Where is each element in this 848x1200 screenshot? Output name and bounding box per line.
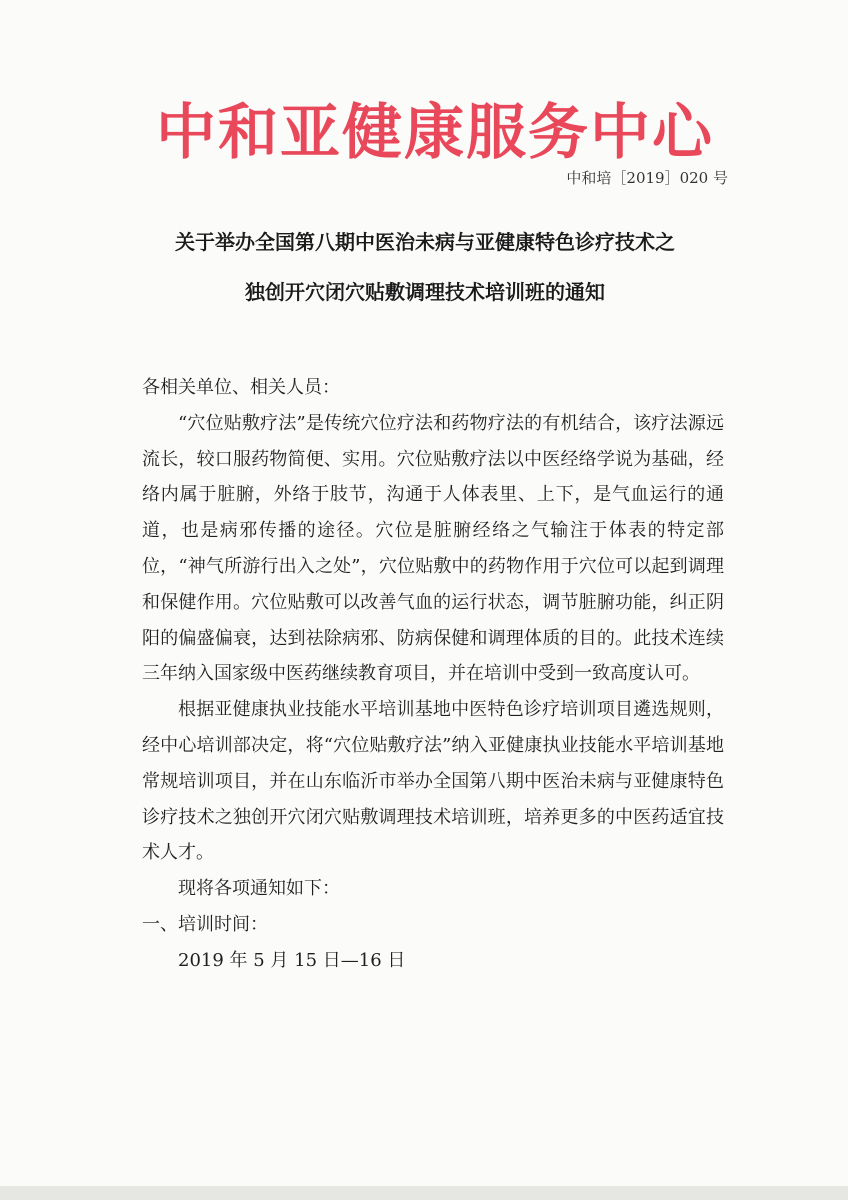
title-line-2: 独创开穴闭穴贴敷调理技术培训班的通知 bbox=[245, 280, 605, 304]
section-heading-training-time: 一、培训时间： bbox=[142, 913, 268, 935]
paragraph-1: “穴位贴敷疗法”是传统穴位疗法和药物疗法的有机结合，该疗法源远流长，较口服药物简便、实用。穴位贴敷疗法以中医经络学说为基础，经络内属于脏腑，外络于肢节，沟通于人体表里、上下，是气血运行的通道，也是病邪传播的途径。穴位是脏腑经络之气输注于体表的特定部位，“神气所游行出入之处”，穴位贴敷中的药物作用于穴位可以起到调理和保健作用。穴位贴敷可以改善气血的运行状态，调节脏腑功能，纠正阴阳的偏盛偏衰，达到祛除病邪、防病保健和调理体质的目的。此技术连续三年纳入国家级中医药继续教育项目，并在培训中受到一致高度认可。 bbox=[142, 412, 724, 685]
document-title bbox=[130, 230, 720, 304]
title-line-1: 关于举办全国第八期中医治未病与亚健康特色诊疗技术之 bbox=[175, 230, 675, 254]
document-number: 中和培［2019］020 号 bbox=[566, 169, 728, 187]
paragraph-2: 根据亚健康执业技能水平培训基地中医特色诊疗培训项目遴选规则，经中心培训部决定，将“穴位贴敷疗法”纳入亚健康执业技能水平培训基地常规培训项目，并在山东临沂市举办全国第八期中医治未病与亚健康特色诊疗技术之独创开穴闭穴贴敷调理技术培训班，培养更多的中医药适宜技术人才。 bbox=[142, 699, 724, 864]
organization-letterhead: 中和亚健康服务中心 bbox=[156, 98, 714, 168]
salutation: 各相关单位、相关人员： bbox=[142, 377, 340, 398]
paragraph-3: 现将各项通知如下： bbox=[178, 878, 340, 900]
page-bottom-edge bbox=[0, 1186, 848, 1200]
document-body bbox=[142, 370, 724, 979]
training-date: 2019 年 5 月 15 日—16 日 bbox=[178, 949, 406, 971]
